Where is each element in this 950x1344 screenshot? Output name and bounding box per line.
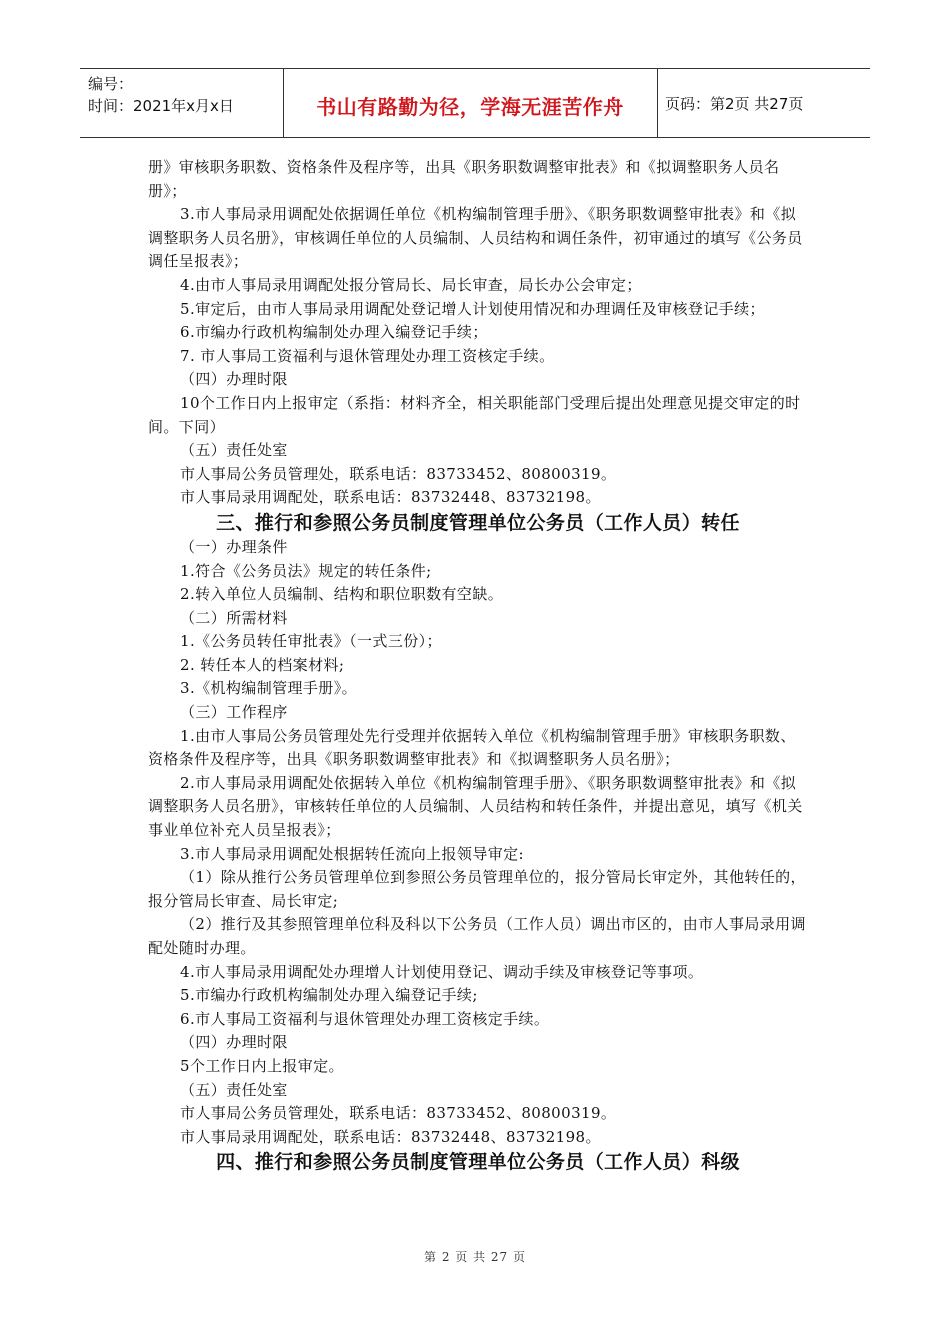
section-heading: 三、推行和参照公务员制度管理单位公务员（工作人员）转任: [216, 511, 740, 534]
section-heading: 四、推行和参照公务员制度管理单位公务员（工作人员）科级: [216, 1151, 740, 1174]
paragraph: 6.市人事局工资福利与退休管理处办理工资核定手续。: [180, 1009, 550, 1028]
subsection-heading: （四）办理时限: [180, 1033, 288, 1052]
subsection-heading: （五）责任处室: [180, 1080, 288, 1099]
paragraph: 1.由市人事局公务员管理处先行受理并依据转入单位《机构编制管理手册》审核职务职数、资格条件及程序等，出具《职务职数调整审批表》和《拟调整职务人员名册》；: [148, 726, 796, 769]
paragraph: 5.市编办行政机构编制处办理入编登记手续;: [180, 986, 478, 1005]
page-footer: 第 2 页 共 27 页: [424, 1250, 526, 1264]
page-header: [80, 68, 870, 138]
document-body: [148, 156, 808, 1175]
paragraph: 市人事局公务员管理处，联系电话：83733452、80800319。: [180, 1104, 617, 1123]
paragraph: 2.市人事局录用调配处依据转入单位《机构编制管理手册》、《职务职数调整审批表》和《拟调整职务人员名册》，审核转任单位的人员编制、人员结构和转任条件，并提出意见，填写《机关事业单位补充人员呈报表》；: [148, 773, 803, 840]
paragraph: 市人事局录用调配处，联系电话：83732448、83732198。: [180, 1127, 601, 1146]
paragraph: （2）推行及其参照管理单位科及科以下公务员（工作人员）调出市区的，由市人事局录用调配处随时办理。: [148, 915, 806, 957]
paragraph: 3.市人事局录用调配处依据调任单位《机构编制管理手册》、《职务职数调整审批表》和《拟调整职务人员名册》，审核调任单位的人员编制、人员结构和调任条件，初审通过的填写《公务员调任呈报表》；: [148, 205, 803, 271]
paragraph: 3.《机构编制管理手册》。: [180, 679, 358, 698]
paragraph: 1.符合《公务员法》规定的转任条件;: [180, 561, 432, 580]
subsection-heading: （五）责任处室: [180, 441, 288, 460]
subsection-heading: （二）所需材料: [180, 608, 288, 627]
subsection-heading: （三）工作程序: [180, 703, 288, 722]
paragraph: 市人事局录用调配处，联系电话：83732448、83732198。: [180, 488, 601, 507]
subsection-heading: （四）办理时限: [180, 370, 288, 389]
paragraph: 6.市编办行政机构编制处办理入编登记手续；: [180, 323, 488, 342]
subsection-heading: （一）办理条件: [180, 537, 288, 556]
paragraph: 1.《公务员转任审批表》（一式三份）；: [180, 632, 442, 651]
paragraph: 7. 市人事局工资福利与退休管理处办理工资核定手续。: [180, 346, 555, 365]
paragraph: （1）除从推行公务员管理单位到参照公务员管理单位的，报分管局长审定外，其他转任的，报分管局长审查、局长审定;: [148, 868, 806, 910]
paragraph: 册》审核职务职数、资格条件及程序等，出具《职务职数调整审批表》和《拟调整职务人员名册》；: [148, 158, 780, 200]
paragraph: 5个工作日内上报审定。: [180, 1056, 344, 1075]
paragraph: 10个工作日内上报审定（系指：材料齐全，相关职能部门受理后提出处理意见提交审定的时间。下同）: [148, 393, 801, 436]
paragraph: 市人事局公务员管理处，联系电话：83733452、80800319。: [180, 464, 617, 483]
header-number: 编号：: [88, 75, 134, 93]
header-page-number: 页码：第2页 共27页: [665, 95, 804, 113]
header-time: 时间：2021年x月x日: [88, 97, 234, 115]
header-divider-left: [283, 69, 284, 137]
header-divider-right: [657, 69, 658, 137]
header-meta: [88, 73, 234, 117]
paragraph: 2.转入单位人员编制、结构和职位职数有空缺。: [180, 585, 504, 604]
paragraph: 4.由市人事局录用调配处报分管局长、局长审查，局长办公会审定；: [180, 275, 642, 294]
paragraph: 4.市人事局录用调配处办理增人计划使用登记、调动手续及审核登记等事项。: [180, 962, 704, 981]
paragraph: 5.审定后，由市人事局录用调配处登记增人计划使用情况和办理调任及审核登记手续；: [180, 299, 765, 318]
paragraph: 2. 转任本人的档案材料;: [180, 655, 345, 674]
header-motto: 书山有路勤为径，学海无涯苦作舟: [316, 95, 624, 119]
paragraph: 3.市人事局录用调配处根据转任流向上报领导审定:: [180, 844, 524, 863]
